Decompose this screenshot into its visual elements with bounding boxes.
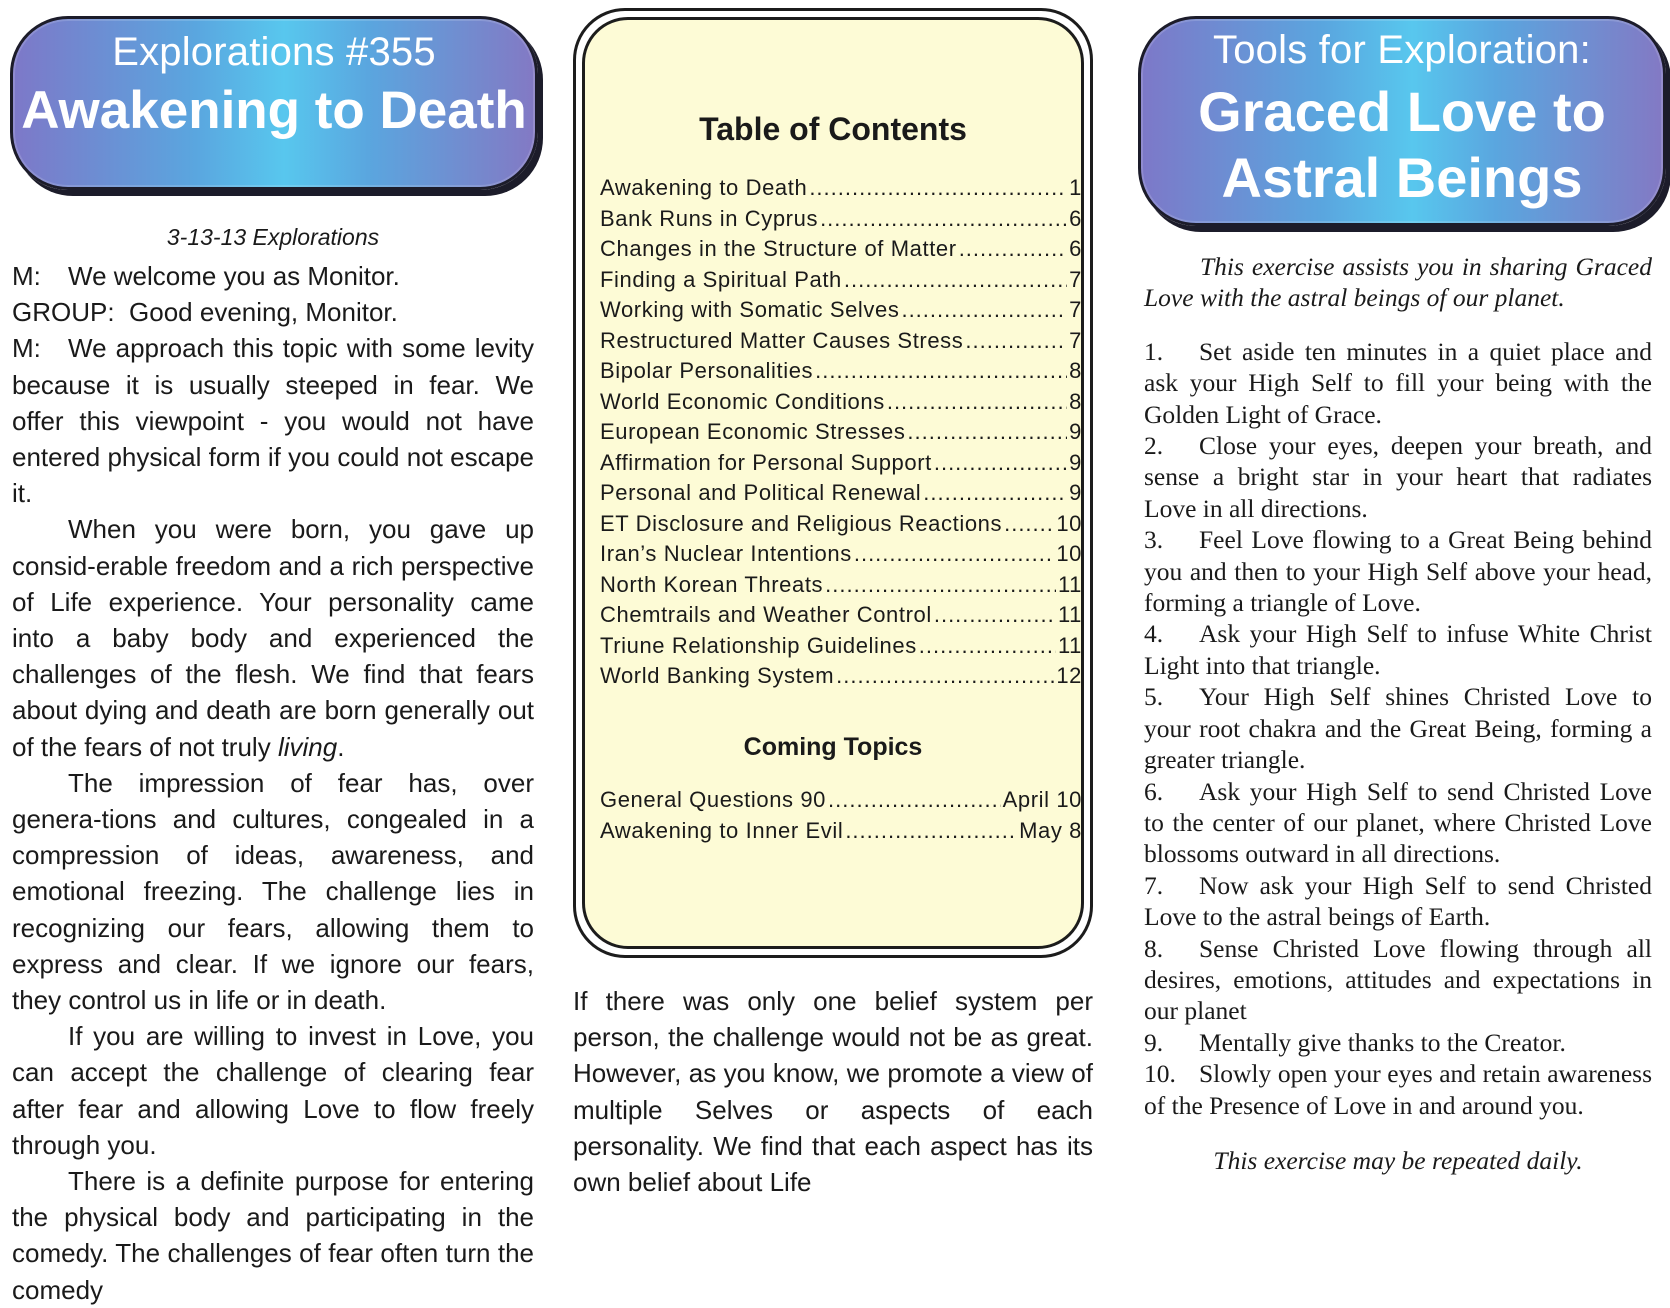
toc-leader-dots — [919, 631, 1056, 662]
table-of-contents-box — [573, 8, 1093, 958]
toc-entry — [600, 234, 1082, 265]
coming-topic-title: Awakening to Inner Evil — [600, 817, 844, 843]
coming-topic-date: May 8 — [1019, 817, 1082, 843]
dialogue-text: We approach this topic with some levity because it is usually steeped in fear. We offer this viewpoint - you would not have entered physical form if you could not escape it. — [12, 333, 534, 509]
dialogue-text: Good evening, Monitor. — [129, 297, 398, 328]
toc-entry — [600, 600, 1082, 631]
toc-entry-title: ET Disclosure and Religious Reactions — [600, 510, 1003, 536]
toc-entry-page: 11 — [1057, 632, 1082, 658]
exercise-step — [1144, 430, 1652, 524]
issue-number: Explorations #355 — [112, 30, 436, 74]
step-text: Ask your High Self to infuse White Christ Light into that triangle. — [1144, 619, 1652, 680]
step-number: 1. — [1144, 336, 1164, 366]
tools-title-line: Astral Beings — [1221, 146, 1583, 209]
toc-entry-title: Iran’s Nuclear Intentions — [600, 541, 852, 566]
step-text: Set aside ten minutes in a quiet place and ask your High Self to fill your being with the Golden Light of Grace. — [1144, 336, 1652, 429]
toc-list — [600, 173, 1082, 692]
toc-entry — [600, 539, 1082, 570]
step-text: Close your eyes, deepen your breath, and sense a bright star in your heart that radiates Love in all directions. — [1144, 431, 1652, 523]
exercise-step — [1144, 1027, 1652, 1058]
toc-leader-dots — [809, 173, 1067, 204]
dialogue-line — [12, 258, 534, 294]
toc-entry — [600, 265, 1082, 296]
step-number: 7. — [1144, 870, 1164, 900]
toc-entry — [600, 661, 1082, 692]
toc-leader-dots — [836, 661, 1054, 692]
exercise-steps — [1144, 336, 1652, 1121]
toc-leader-dots — [854, 539, 1054, 570]
toc-entry — [600, 295, 1082, 326]
step-text: Now ask your High Self to send Christed Love to the astral beings of Earth. — [1144, 870, 1652, 932]
toc-entry-title: North Korean Threats — [600, 571, 824, 597]
toc-entry-title: Affirmation for Personal Support — [600, 449, 932, 475]
toc-leader-dots — [887, 387, 1067, 418]
toc-entry — [600, 387, 1082, 418]
exercise-column — [1144, 251, 1652, 1176]
toc-entry-title: Changes in the Structure of Matter — [600, 236, 957, 261]
tools-title-banner — [1138, 16, 1666, 226]
step-number: 2. — [1144, 431, 1164, 461]
toc-entry-title: Chemtrails and Weather Control — [600, 602, 932, 627]
toc-entry-page: 7 — [1069, 327, 1082, 353]
toc-entry-page: 7 — [1069, 297, 1082, 322]
dialogue-text: We welcome you as Monitor. — [68, 261, 400, 291]
step-number: 6. — [1144, 776, 1164, 806]
toc-leader-dots — [965, 326, 1067, 357]
toc-leader-dots — [845, 816, 1017, 847]
dialogue-line — [12, 330, 534, 511]
toc-entry-title: Personal and Political Renewal — [600, 480, 922, 505]
exercise-step — [1144, 776, 1652, 870]
coming-topic-entry — [600, 816, 1082, 847]
toc-entry-page: 6 — [1069, 205, 1082, 231]
toc-entry-page: 7 — [1069, 266, 1082, 292]
toc-entry — [600, 509, 1082, 540]
step-number: 8. — [1144, 933, 1164, 963]
exercise-step — [1144, 336, 1652, 430]
toc-leader-dots — [907, 417, 1067, 448]
article-column — [12, 220, 534, 1308]
toc-leader-dots — [1004, 509, 1054, 540]
toc-entry — [600, 478, 1082, 509]
toc-entry-page: 6 — [1069, 236, 1082, 261]
paragraph-punctuation: . — [337, 731, 345, 762]
article-paragraph — [12, 511, 534, 764]
tools-kicker: Tools for Exploration: — [1213, 28, 1591, 72]
speaker-label: M: — [12, 333, 41, 364]
coming-topic-date: April 10 — [1002, 787, 1082, 812]
toc-leader-dots — [959, 234, 1067, 265]
toc-entry-page: 11 — [1057, 571, 1082, 597]
coming-topic-entry — [600, 785, 1082, 816]
exercise-step — [1144, 933, 1652, 1027]
toc-entry — [600, 417, 1082, 448]
toc-leader-dots — [844, 265, 1067, 296]
step-text: Slowly open your eyes and retain awareness of the Presence of Love in and around you. — [1144, 1059, 1652, 1120]
speaker-label: M: — [12, 261, 41, 291]
toc-entry-page: 11 — [1057, 602, 1082, 627]
toc-entry-title: Restructured Matter Causes Stress — [600, 327, 964, 353]
toc-entry — [600, 631, 1082, 662]
emphasis-text: living — [277, 731, 338, 762]
step-number: 3. — [1144, 525, 1164, 555]
toc-leader-dots — [934, 600, 1056, 631]
dialogue-line — [12, 294, 534, 330]
toc-leader-dots — [825, 570, 1056, 601]
toc-leader-dots — [901, 295, 1067, 326]
step-text: Feel Love flowing to a Great Being behind you and then to your High Self above your head, forming a triangle of Love. — [1144, 525, 1652, 618]
toc-leader-dots — [815, 356, 1067, 387]
toc-entry-title: Bank Runs in Cyprus — [600, 205, 819, 231]
exercise-intro: This exercise assists you in sharing Graced Love with the astral beings of our planet. — [1144, 252, 1652, 313]
toc-entry-title: Triune Relationship Guidelines — [600, 632, 917, 658]
article-paragraph: The impression of fear has, over genera-tions and cultures, congealed in a compression of ideas, awareness, and emotional freezing. The challenge lies in recognizing our fears, allowing them to express and clear. If we ignore our fears, they control us in life or in death. — [12, 767, 534, 1016]
speaker-label: GROUP: — [12, 297, 115, 328]
article-title-banner — [10, 16, 538, 190]
toc-leader-dots — [923, 478, 1067, 509]
coming-topics-list — [600, 785, 1082, 846]
exercise-step — [1144, 870, 1652, 933]
article-paragraph: If there was only one belief system per person, the challenge would not be as great. However, as you know, we promote a view of multiple Selves or aspects of each personality. We find that each aspect has its own belief about Life — [573, 986, 1093, 1198]
toc-leader-dots — [820, 204, 1067, 235]
toc-entry-title: Awakening to Death — [600, 175, 808, 200]
step-text: Ask your High Self to send Christed Love to the center of our planet, where Christed Love blossoms outward in all directions. — [1144, 776, 1652, 869]
toc-entry-page: 9 — [1069, 449, 1082, 475]
step-text: Sense Christed Love flowing through all desires, emotions, attitudes and expectations in our planet — [1144, 933, 1652, 1026]
toc-entry — [600, 326, 1082, 357]
article-title: Awakening to Death — [21, 81, 527, 140]
toc-entry — [600, 204, 1082, 235]
coming-topics-title: Coming Topics — [743, 733, 923, 761]
tools-title-line: Graced Love to — [1198, 80, 1606, 143]
toc-entry-page: 9 — [1069, 419, 1082, 444]
exercise-closing: This exercise may be repeated daily. — [1213, 1145, 1583, 1175]
step-text: Your High Self shines Christed Love to your root chakra and the Great Being, forming a greater triangle. — [1144, 682, 1652, 775]
step-number: 5. — [1144, 682, 1164, 712]
article-paragraph: There is a definite purpose for entering the physical body and participating in the comedy. The challenges of fear often turn the comedy — [12, 1166, 534, 1305]
toc-entry-page: 1 — [1069, 175, 1082, 200]
step-number: 4. — [1144, 619, 1164, 649]
step-number: 9. — [1144, 1027, 1164, 1057]
toc-entry — [600, 173, 1082, 204]
toc-entry-title: Working with Somatic Selves — [600, 297, 900, 322]
article-dateline: 3-13-13 Explorations — [166, 224, 380, 250]
toc-entry-page: 10 — [1056, 510, 1082, 536]
exercise-step — [1144, 1058, 1652, 1121]
step-number: 10. — [1144, 1059, 1176, 1089]
toc-leader-dots — [934, 448, 1067, 479]
toc-entry — [600, 356, 1082, 387]
exercise-step — [1144, 618, 1652, 681]
toc-entry-title: World Economic Conditions — [600, 388, 885, 414]
toc-entry-page: 12 — [1056, 663, 1082, 688]
toc-entry-title: Finding a Spiritual Path — [600, 266, 842, 292]
exercise-step — [1144, 524, 1652, 618]
exercise-step — [1144, 681, 1652, 775]
toc-entry — [600, 570, 1082, 601]
toc-title: Table of Contents — [699, 111, 967, 147]
toc-entry — [600, 448, 1082, 479]
toc-entry-page: 8 — [1069, 358, 1082, 383]
toc-entry-page: 8 — [1069, 388, 1082, 414]
toc-entry-page: 9 — [1069, 480, 1082, 505]
toc-entry-title: European Economic Stresses — [600, 419, 906, 444]
article-continuation — [573, 983, 1093, 1200]
article-paragraph: If you are willing to invest in Love, you can accept the challenge of clearing fear after fear and allowing Love to flow freely through you. — [12, 1021, 534, 1160]
step-text: Mentally give thanks to the Creator. — [1199, 1027, 1566, 1057]
toc-entry-title: Bipolar Personalities — [600, 358, 814, 383]
coming-topic-title: General Questions 90 — [600, 787, 827, 812]
paragraph-text: When you were born, you gave up consid-erable freedom and a rich perspective of Life experience. Your personality came into a baby body and experienced the challenges of the flesh. We find that fears about dying and death are born generally out of the fears of not truly — [12, 514, 534, 762]
toc-leader-dots — [828, 785, 1001, 816]
toc-entry-title: World Banking System — [600, 663, 835, 688]
toc-entry-page: 10 — [1056, 541, 1082, 566]
